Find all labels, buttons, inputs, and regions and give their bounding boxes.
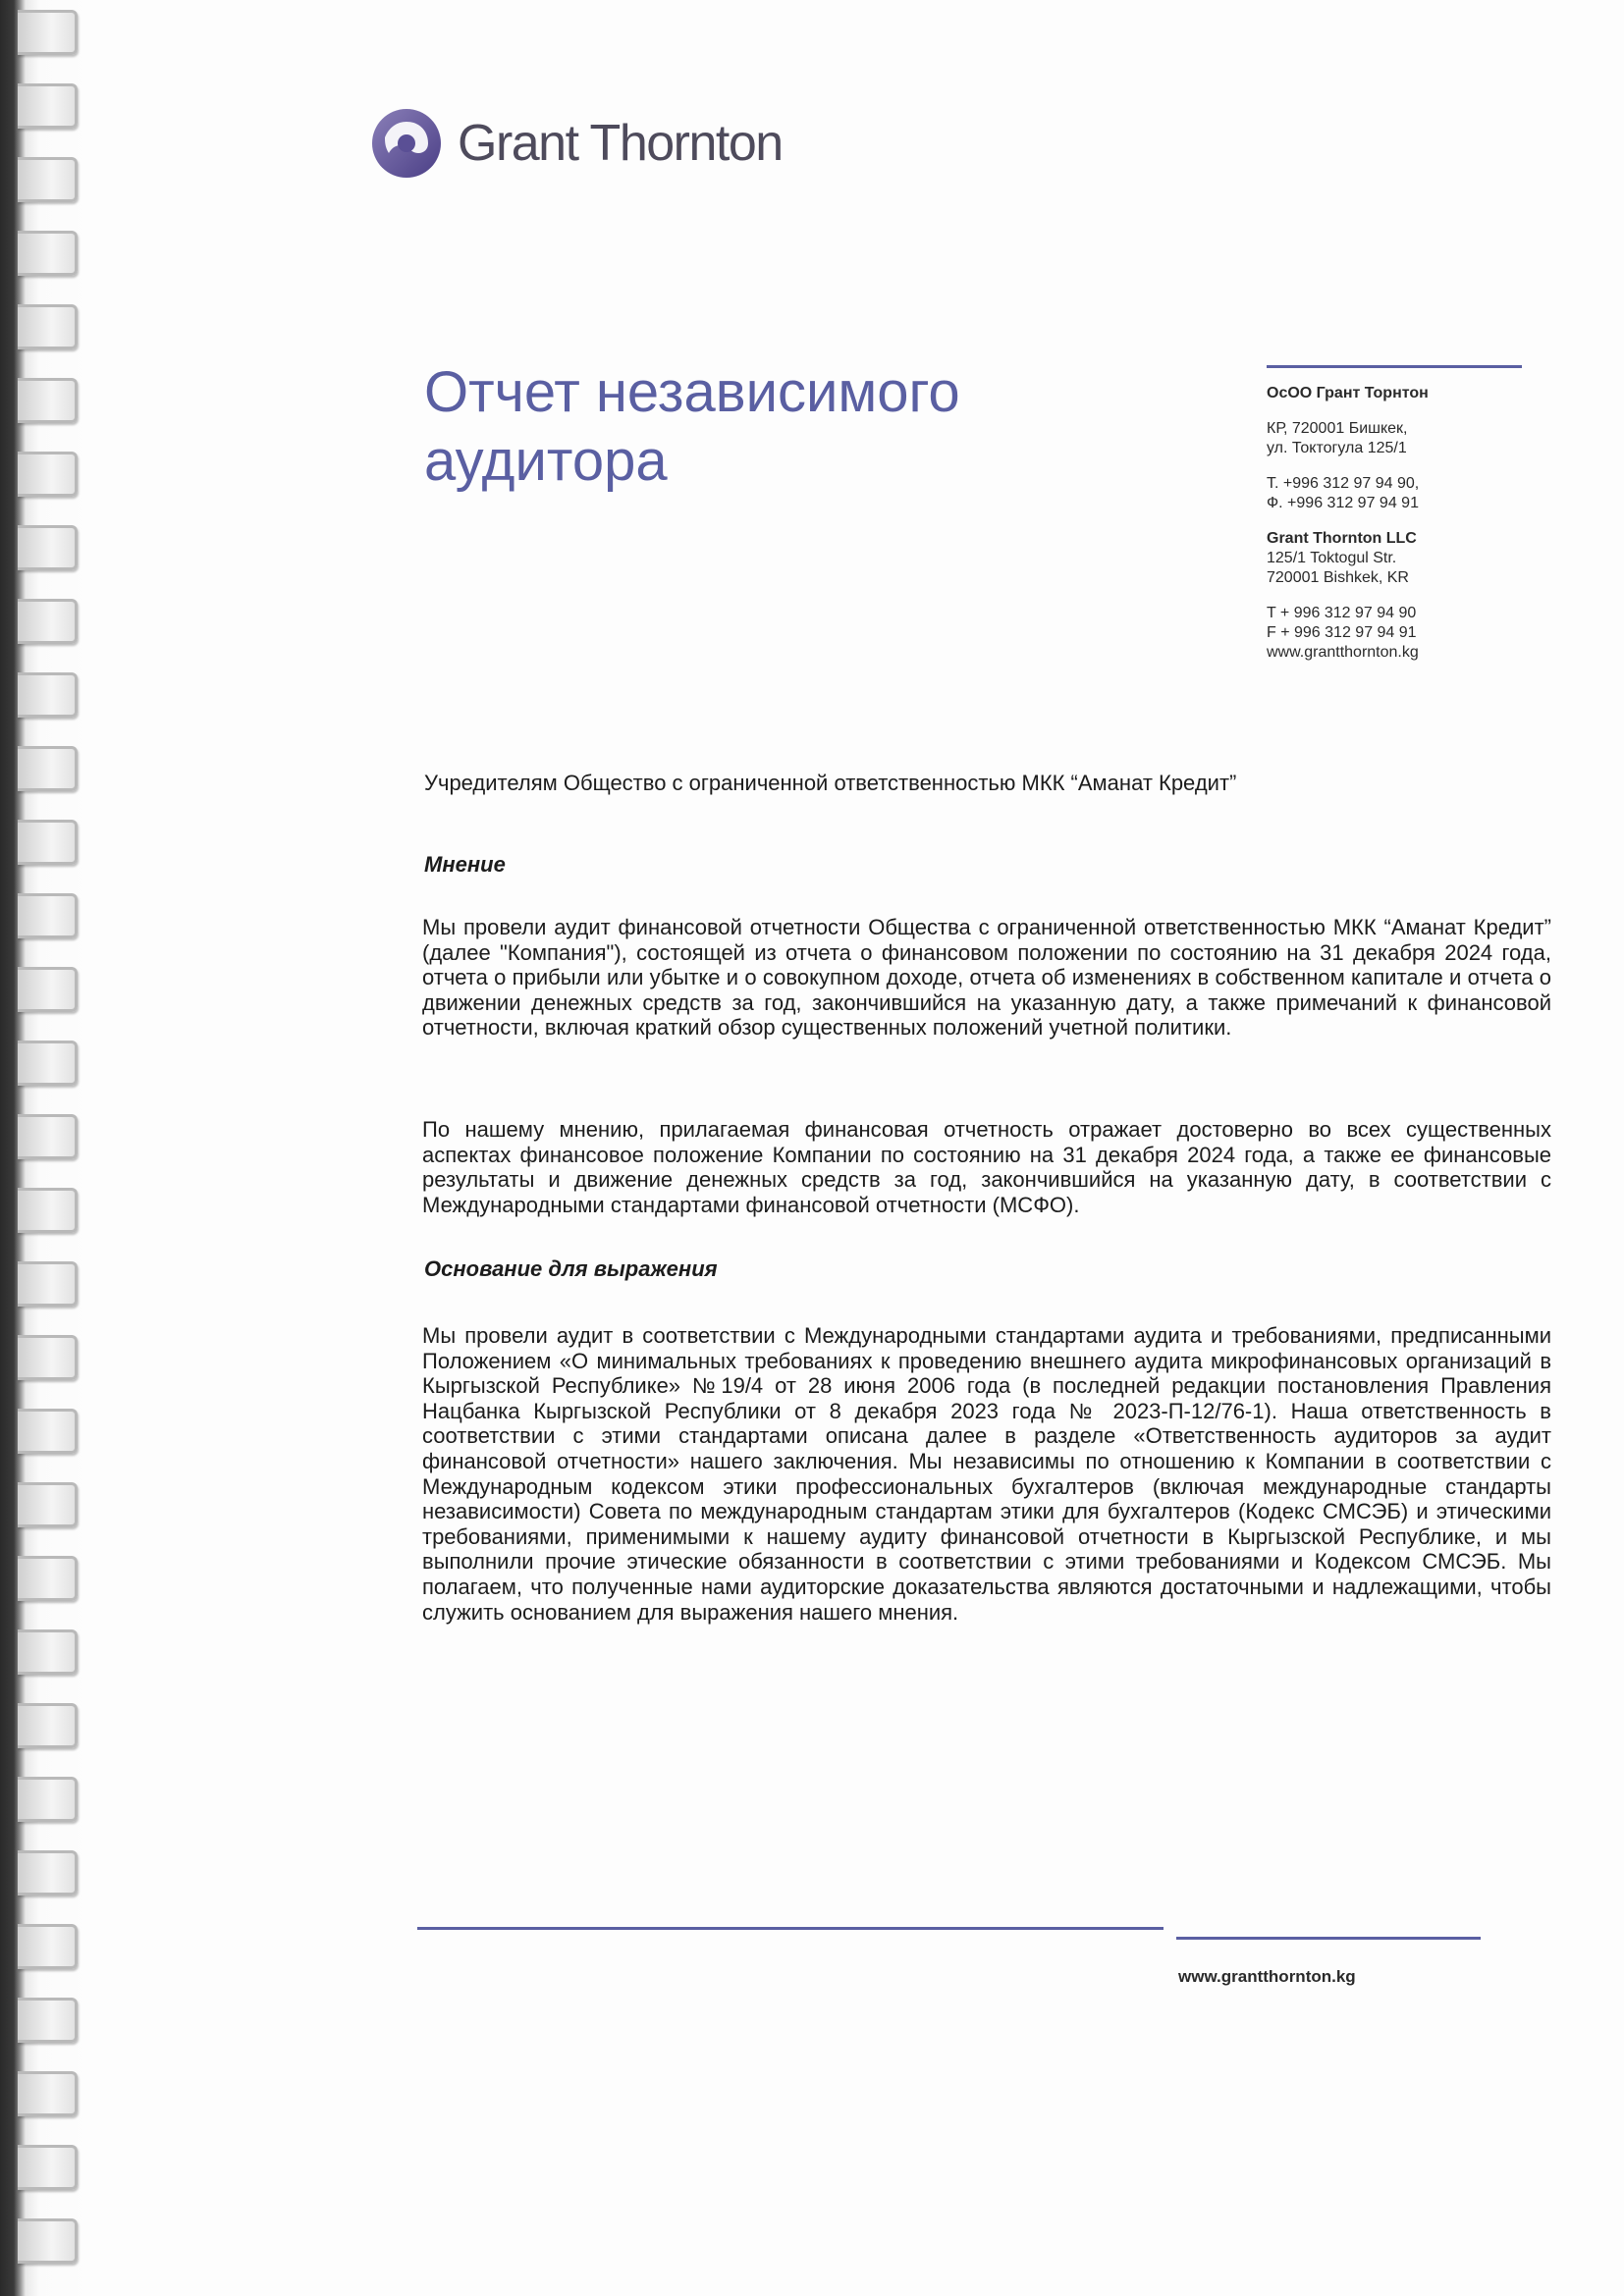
title-line-1: Отчет независимого [424,360,960,424]
binding-ring [18,10,78,55]
ru-phone: Т. +996 312 97 94 90, [1267,475,1420,492]
en-phone: T + 996 312 97 94 90 [1267,605,1417,621]
brand-logo [371,108,783,179]
binding-ring [18,1777,78,1822]
binding-ring [18,1261,78,1307]
basis-heading: Основание для выражения [424,1256,718,1281]
binding-ring [18,157,78,202]
footer-divider-right [1176,1937,1481,1940]
binding-ring [18,893,78,938]
ru-fax: Ф. +996 312 97 94 91 [1267,495,1419,511]
en-address-line-1: 125/1 Toktogul Str. [1267,550,1397,566]
binding-ring [18,2218,78,2264]
addressee: Учредителям Общество с ограниченной ответственностью МКК “Аманат Кредит” [424,771,1237,795]
binding-ring [18,1703,78,1748]
binding-ring [18,1335,78,1380]
binding-ring [18,1998,78,2043]
opinion-paragraph-1: Мы провели аудит финансовой отчетности Общества с ограниченной ответственностью МКК “Аманат Кредит” (далее "Компания"), состоящей из отчета о финансовом положении по состоянию на 31 декабря 2024 года, отчета о прибыли или убытке и о совокупном доходе, отчета об изменениях в собственном капитале и отчета о движении денежных средств за год, закончившийся на указанную дату, а также примечаний к финансовой отчетности, включая краткий обзор существенных положений учетной политики. [422,915,1551,1041]
ru-address-line-2: ул. Токтогула 125/1 [1267,440,1407,456]
binding-ring [18,1850,78,1896]
binding-spiral [0,0,88,2296]
binding-ring [18,1924,78,1969]
contact-block [1267,368,1591,663]
en-company-name: Grant Thornton LLC [1267,530,1417,547]
opinion-paragraph-2: По нашему мнению, прилагаемая финансовая отчетность отражает достоверно во всех существенных аспектах финансовое положение Компании по состоянию на 31 декабря 2024 года, а также ее финансовые результаты и движение денежных средств за год, закончившийся на указанную дату, в соответствии с Международными стандартами финансовой отчетности (МСФО). [422,1117,1551,1217]
binding-ring [18,231,78,276]
footer-website: www.grantthornton.kg [1178,1967,1356,1986]
binding-ring [18,672,78,718]
binding-ring [18,599,78,644]
binding-ring [18,1409,78,1454]
basis-paragraph-1: Мы провели аудит в соответствии с Международными стандартами аудита и требованиями, предписанными Положением «О минимальных требованиях к проведению внешнего аудита микрофинансовых организаций в Кыргызской Республике» №19/4 от 28 июня 2006 года (в последней редакции постановления Правления Нацбанка Кыргызской Республики от 8 декабря 2023 года № 2023-П-12/76-1). Наша ответственность в соответствии с этими стандартами описана далее в разделе «Ответственность аудиторов за аудит финансовой отчетности» нашего заключения. Мы независимы по отношению к Компании в соответствии с Международным кодексом этики профессиональных бухгалтеров (включая международные стандарты независимости) Совета по международным стандартам этики для бухгалтеров (Кодекс СМСЭБ) и этическими требованиями, применимыми к нашему аудиту финансовой отчетности в Кыргызской Республике, и мы выполнили прочие этические обязанности в соответствии с этими требованиями и Кодексом СМСЭБ. Мы полагаем, что полученные нами аудиторские доказательства являются достаточными и надлежащими, чтобы служить основанием для выражения нашего мнения. [422,1323,1551,1625]
grant-thornton-logo-icon [371,108,442,179]
binding-ring [18,2145,78,2190]
binding-ring [18,820,78,865]
binding-ring [18,967,78,1012]
title-line-2: аудитора [424,429,668,493]
binding-ring [18,525,78,570]
footer-divider-left [417,1927,1164,1930]
brand-name: Grant Thornton [458,115,783,172]
binding-ring [18,1629,78,1675]
binding-ring [18,1482,78,1527]
opinion-heading: Мнение [424,852,506,877]
binding-ring [18,2071,78,2116]
binding-ring [18,83,78,129]
binding-ring [18,746,78,791]
binding-ring [18,1041,78,1086]
binding-ring [18,304,78,349]
binding-ring [18,378,78,423]
binding-ring [18,1556,78,1601]
en-address-line-2: 720001 Bishkek, KR [1267,569,1409,586]
ru-address-line-1: КР, 720001 Бишкек, [1267,420,1408,437]
ru-company-name: ОсОО Грант Торнтон [1267,385,1429,401]
binding-ring [18,1188,78,1233]
en-fax: F + 996 312 97 94 91 [1267,624,1417,641]
contact-website: www.grantthornton.kg [1267,644,1419,661]
page-title [424,358,1111,496]
binding-ring [18,1114,78,1159]
binding-ring [18,452,78,497]
